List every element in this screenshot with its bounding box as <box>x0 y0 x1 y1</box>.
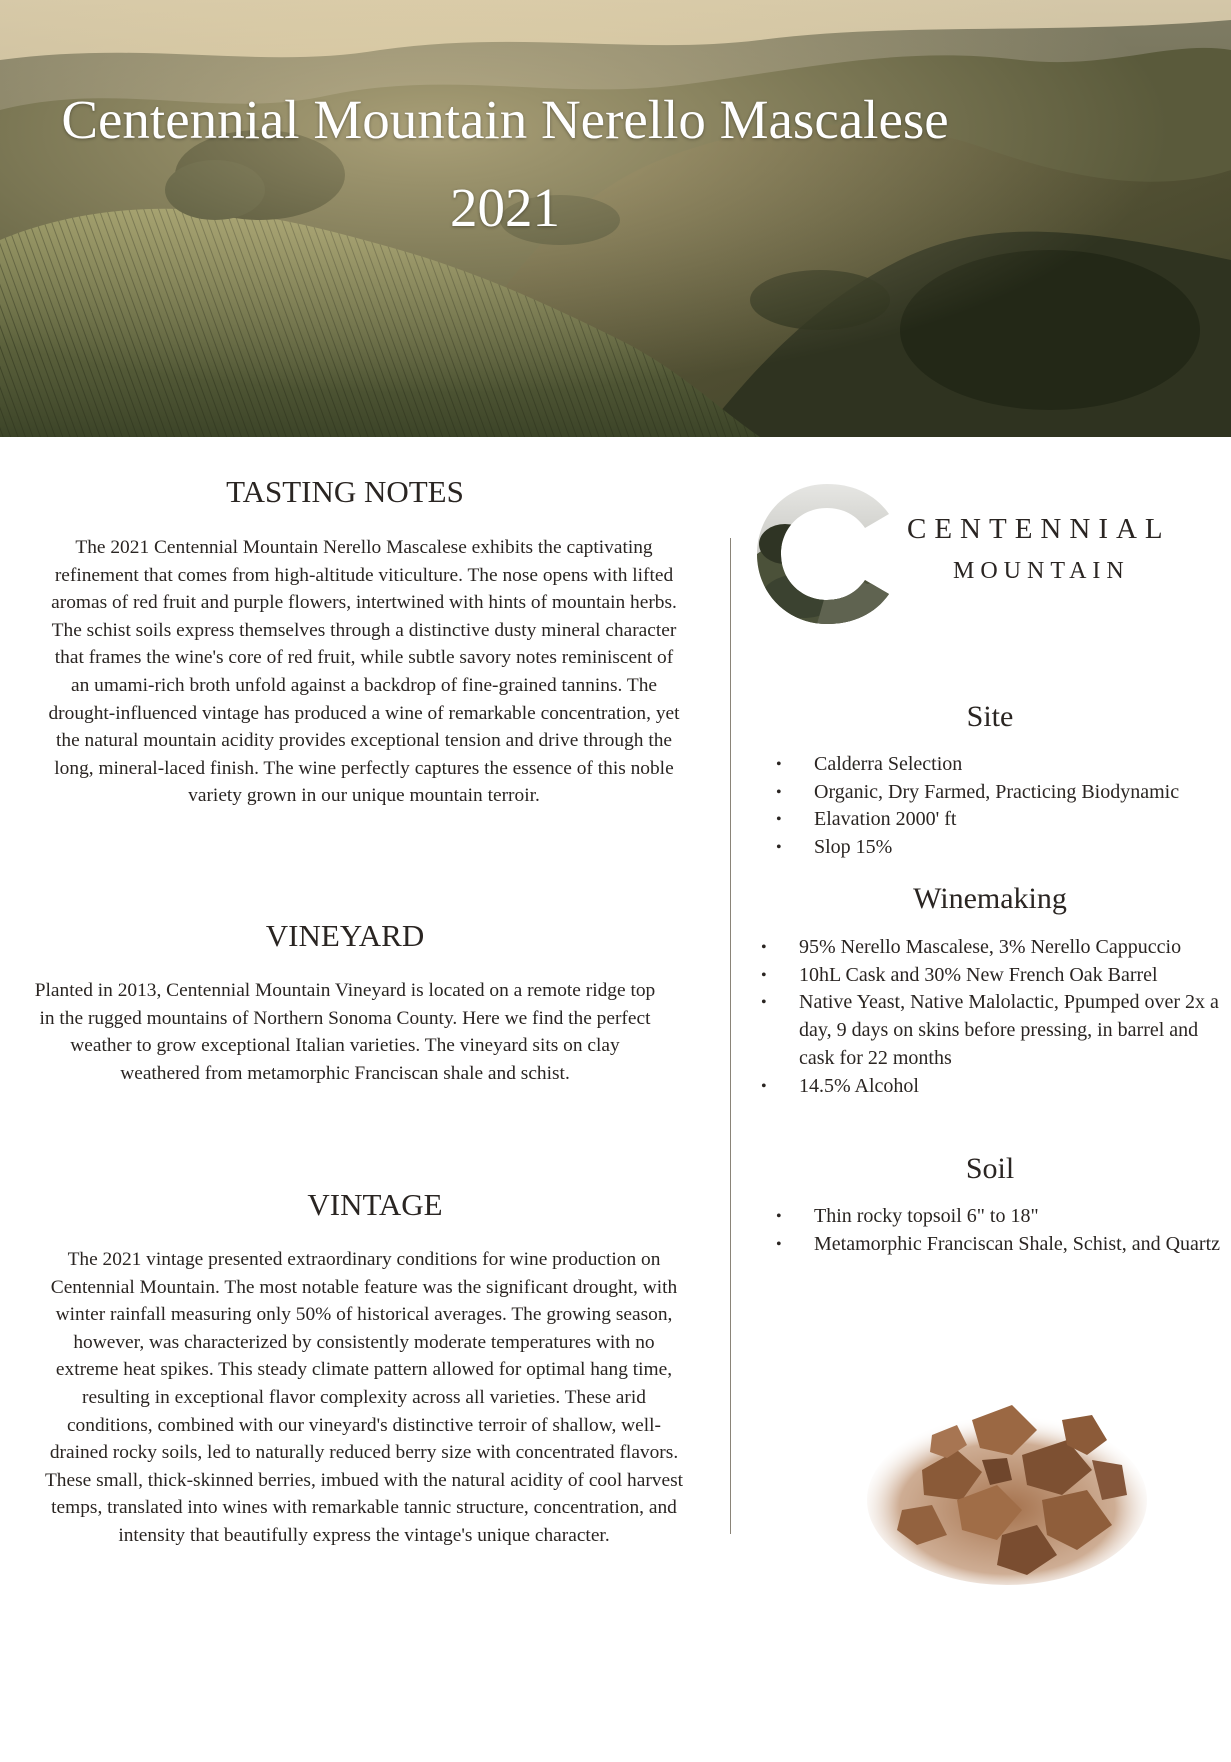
list-item <box>761 989 1229 1072</box>
bullet-icon: • <box>761 966 767 984</box>
list-item-text: Thin rocky topsoil 6" to 18" <box>814 1205 1039 1227</box>
bullet-icon: • <box>776 1208 782 1225</box>
bullet-icon: • <box>761 1077 767 1095</box>
list-item-text: Calderra Selection <box>814 753 963 775</box>
list-item-text: Organic, Dry Farmed, Practicing Biodynamic <box>814 780 1180 803</box>
list-item <box>761 1073 1229 1101</box>
logo-text-line2: MOUNTAIN <box>953 558 1130 584</box>
list-item-text: 14.5% Alcohol <box>799 1074 919 1097</box>
vintage-heading: VINTAGE <box>307 1187 443 1222</box>
list-item <box>776 779 1224 807</box>
logo-text-line1: CENTENNIAL <box>907 513 1171 545</box>
list-item-text: Native Yeast, Native Malolactic, Ppumped over 2x a day, 9 days on skins before pressing, in barrel and cask for 22 months <box>799 991 1219 1069</box>
bullet-icon: • <box>776 756 782 773</box>
list-item <box>776 1203 1224 1231</box>
winemaking-list <box>761 934 1229 1100</box>
soil-rocks-image <box>862 1360 1152 1590</box>
list-item <box>776 751 1224 779</box>
site-heading: Site <box>966 700 1014 733</box>
bullet-icon: • <box>776 839 782 857</box>
page-title-line1: Centennial Mountain Nerello Mascalese <box>61 89 949 150</box>
list-item-text: Elavation 2000' ft <box>814 808 957 831</box>
centennial-mountain-logo <box>757 481 1227 631</box>
list-item-text: 10hL Cask and 30% New French Oak Barrel <box>799 963 1158 986</box>
bullet-icon: • <box>776 1235 782 1253</box>
list-item <box>776 834 1224 862</box>
vintage-text: The 2021 vintage presented extraordinary conditions for wine production on Centennial Mountain. The most notable feature was the significant drought, with winter rainfall measuring only 50% of historical averages. The growing season, however, was characterized by consistently moderate temperatures with no extreme heat spikes. This steady climate pattern allowed for optimal hang time, resulting in exceptional flavor complexity across all varieties. These arid conditions, combined with our vineyard's distinctive terroir of shallow, well-drained rocky soils, led to naturally reduced berry size with concentrated flavors. These small, thick-skinned berries, imbued with the natural acidity of cool harvest temps, translated into wines with remarkable tannic structure, concentration, and intensity that beautifully express the vintage's unique character. <box>44 1249 684 1546</box>
list-item <box>761 934 1229 962</box>
column-divider <box>730 538 731 1534</box>
list-item-text: 95% Nerello Mascalese, 3% Nerello Cappuccio <box>799 936 1182 958</box>
site-list <box>776 751 1224 862</box>
bullet-icon: • <box>776 783 782 801</box>
hero-banner <box>0 0 1231 437</box>
tasting-notes-heading: TASTING NOTES <box>226 474 464 509</box>
logo-c-mark-icon <box>757 484 892 624</box>
tasting-notes-text: The 2021 Centennial Mountain Nerello Mascalese exhibits the captivating refinement that comes from high-altitude viticulture. The nose opens with lifted aromas of red fruit and purple flowers, intertwined with hints of mountain herbs. The schist soils express themselves through a distinctive dusty mineral character that frames the wine's core of red fruit, while subtle savory notes reminiscent of an umami-rich broth unfold against a backdrop of fine-grained tannins. The drought-influenced vintage has produced a wine of remarkable concentration, yet the natural mountain acidity provides exceptional tension and drive through the long, mineral-laced finish. The wine perfectly captures the essence of this noble variety grown in our unique mountain terroir. <box>48 537 680 807</box>
soil-list <box>776 1203 1224 1258</box>
list-item-text: Metamorphic Franciscan Shale, Schist, and Quartz <box>814 1232 1220 1255</box>
list-item-text: Slop 15% <box>814 836 893 859</box>
page-title-line2: 2021 <box>450 177 560 238</box>
soil-heading: Soil <box>965 1152 1015 1185</box>
list-item <box>776 806 1224 834</box>
bullet-icon: • <box>776 811 782 829</box>
list-item <box>761 962 1229 990</box>
bullet-icon: • <box>761 994 767 1012</box>
bullet-icon: • <box>761 939 767 956</box>
vineyard-heading: VINEYARD <box>265 918 425 953</box>
list-item <box>776 1231 1224 1259</box>
vineyard-text: Planted in 2013, Centennial Mountain Vineyard is located on a remote ridge top in the rugged mountains of Northern Sonoma County. Here we find the perfect weather to grow exceptional Italian varieties. The vineyard sits on clay weathered from metamorphic Franciscan shale and schist. <box>34 980 656 1084</box>
page-title <box>0 76 1010 252</box>
winemaking-heading: Winemaking <box>913 882 1067 915</box>
